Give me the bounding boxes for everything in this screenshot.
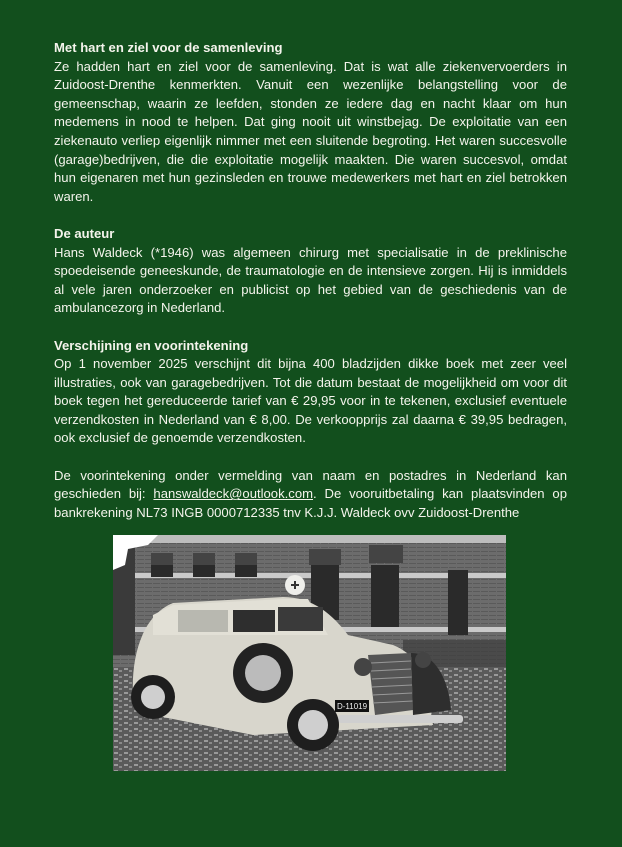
front-bumper <box>338 715 463 723</box>
document-body <box>54 39 567 522</box>
subscription-paragraph <box>54 467 567 523</box>
section-body-auteur: Hans Waldeck (*1946) was algemeen chirurg met specialisatie in de preklinische spoedeisende geneeskunde, de traumatologie en de intensieve zorgen. Hij is inmiddels al vele jaren onderzoeker en publicist op het gebied van de geschiedenis van de ambulancezorg in Nederland. <box>54 244 567 316</box>
ambulance-photo-illustration <box>113 535 506 771</box>
license-plate-text: D-11019 <box>336 702 368 711</box>
subscription-text-before: De voorintekening onder vermelding van naam en postadres in Nederland kan geschieden bij: <box>54 467 567 502</box>
section-heading-auteur: De auteur <box>54 225 115 241</box>
section-body-samenleving: Ze hadden hart en ziel voor de samenleving. Dat is wat alle ziekenvervoerders in Zuidoost-Drenthe kenmerkten. Vanuit een wezenlijke belangstelling voor de gemeenschap, waarin ze leefden, stonden ze iedere dag en nacht klaar om hun medemens in nood te helpen. Dat ging nooit uit winstbejag. De exploitatie van een ziekenauto verliep eigenlijk nimmer met een sluitende begroting. Het waren succesvolle (garage)bedrijven, die die exploitatie mogelijk maakten. Die waren succesvol, omdat hun eigenaren met hun gezinsleden en trouwe medewerkers met hart en ziel betrokken waren. <box>54 58 567 204</box>
section-heading-verschijning: Verschijning en voorintekening <box>54 337 249 353</box>
section-heading-samenleving: Met hart en ziel voor de samenleving <box>54 40 283 55</box>
section-body-verschijning: Op 1 november 2025 verschijnt dit bijna 400 bladzijden dikke boek met zeer veel illustraties, ook van garagebedrijven. Tot die datum bestaat de mogelijkheid om voor dit boek tegen het gereduceerde tarief van € 29,95 voor in te tekenen, exclusief eventuele verzendkosten in Nederland van € 8,00. De verkoopprijs zal daarna € 39,95 bedragen, ook exclusief de genoemde verzendkosten. <box>54 356 567 446</box>
ambulance-photo <box>113 535 506 771</box>
email-link[interactable]: hanswaldeck@outlook.com <box>153 486 314 502</box>
subscription-text-after: . De vooruitbetaling kan plaatsvinden op bankrekening NL73 INGB 0000712335 tnv K.J.J. Waldeck ovv Zuidoost-Drenthe <box>54 486 567 520</box>
